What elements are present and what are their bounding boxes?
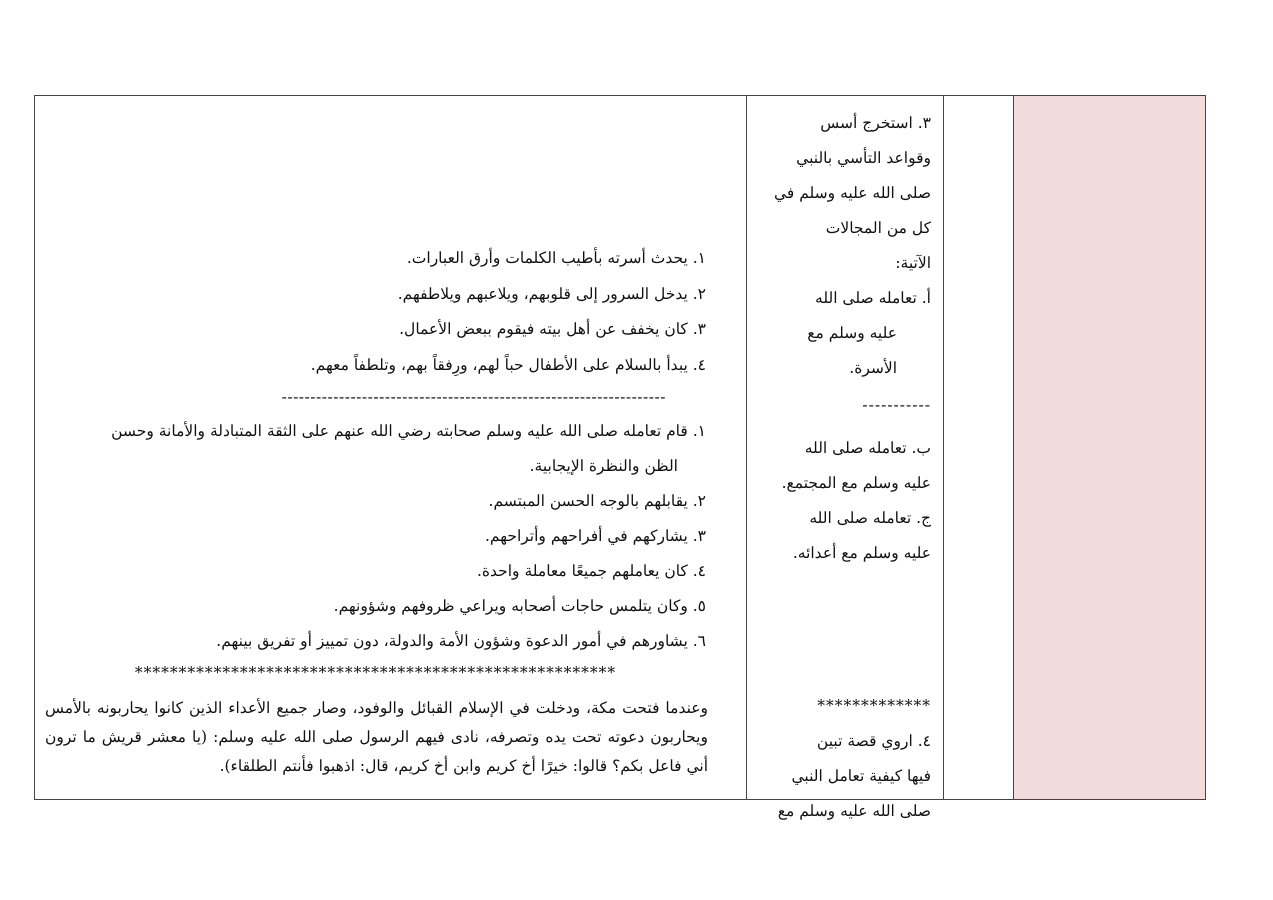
society-item-1-cont: الظن والنظرة الإيجابية.	[529, 457, 678, 475]
q3c-line: ج. تعامله صلى الله	[809, 509, 931, 527]
q3-line: صلى الله عليه وسلم في	[773, 184, 931, 202]
question-stars-separator: *************	[817, 697, 931, 715]
q4-line: فيها كيفية تعامل النبي	[791, 767, 931, 785]
q3b-line: ب. تعامله صلى الله	[804, 439, 931, 457]
q3-line: كل من المجالات	[825, 219, 931, 237]
q3-line: وقواعد التأسي بالنبي	[796, 149, 931, 167]
q3-line: الآتية:	[895, 254, 931, 272]
answers-column	[35, 96, 746, 799]
q3b-line: عليه وسلم مع المجتمع.	[781, 474, 931, 492]
empty-column	[943, 96, 1013, 799]
question-4	[757, 724, 931, 829]
q3c-line: عليه وسلم مع أعدائه.	[792, 544, 931, 562]
family-item: ٤. يبدأ بالسلام على الأطفال حباً لهم، ورِفقاً بهم، وتلطفاً معهم.	[310, 355, 706, 374]
society-answers	[49, 414, 706, 659]
question-3a	[757, 281, 931, 386]
lesson-table	[34, 95, 1206, 820]
society-item: ٣. يشاركهم في أفراحهم وأتراحهم.	[484, 527, 706, 545]
q4-line: صلى الله عليه وسلم مع	[777, 802, 931, 820]
dash-separator: -------------------------------------------------------------------	[281, 388, 666, 406]
question-3c	[757, 501, 931, 571]
questions-column	[746, 96, 943, 820]
family-answers	[49, 241, 706, 411]
q3-line: ٣. استخرج أسس	[820, 114, 931, 132]
question-3b	[757, 431, 931, 501]
family-item: ٣. كان يخفف عن أهل بيته فيقوم ببعض الأعمال.	[399, 320, 706, 338]
society-item: ٢. يقابلهم بالوجه الحسن المبتسم.	[488, 492, 706, 510]
story-paragraph: وعندما فتحت مكة، ودخلت في الإسلام القبائل والوفود، وصار جميع الأعداء الذين كانوا يحاربونه بالأمس ويحاربون دعوته تحت يده وتصرفه، نادى فيهم الرسول صلى الله عليه وسلم: (يا معشر قريش ما ترون أني فاعل بكم؟ قالوا: خيرًا أخ كريم وابن أخ كريم، قال: اذهبوا فأنتم الطلقاء).	[45, 699, 708, 775]
q4-line: ٤. اروي قصة تبين	[816, 732, 931, 750]
answer-stars-separator: *******************************************************	[134, 664, 617, 682]
society-item-1: ١. قام تعامله صلى الله عليه وسلم صحابته رضي الله عنهم على الثقة المتبادلة والأمانة وحسن	[111, 422, 706, 440]
q3a-line: أ. تعامله صلى الله	[815, 289, 931, 307]
society-item: ٤. كان يعاملهم جميعًا معاملة واحدة.	[476, 562, 706, 580]
shaded-column	[1013, 96, 1205, 799]
family-item: ١. يحدث أسرته بأطيب الكلمات وأرق العبارات.	[406, 249, 706, 267]
society-item: ٦. يشاورهم في أمور الدعوة وشؤون الأمة والدولة، دون تمييز أو تفريق بينهم.	[216, 632, 706, 650]
question-3-title	[757, 106, 931, 281]
society-item: ٥. وكان يتلمس حاجات أصحابه ويراعي ظروفهم وشؤونهم.	[333, 597, 706, 615]
question-separator: -----------	[862, 396, 931, 414]
q3a-line: عليه وسلم مع	[807, 324, 897, 342]
family-item: ٢. يدخل السرور إلى قلوبهم، ويلاعبهم ويلاطفهم.	[397, 284, 706, 303]
q3a-line: الأسرة.	[849, 359, 897, 377]
